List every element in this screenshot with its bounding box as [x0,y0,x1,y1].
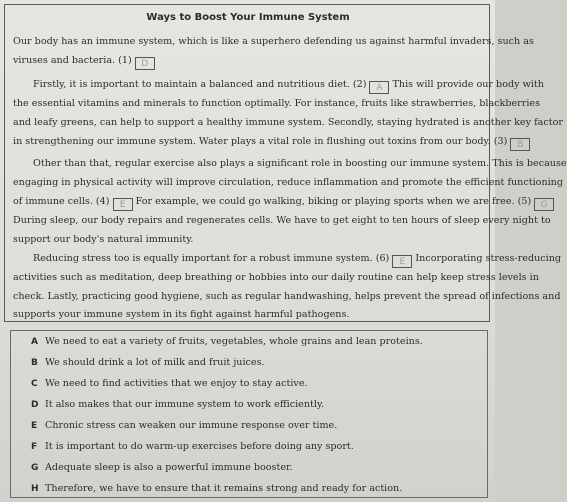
option-letter: C [31,379,38,389]
option-letter: A [31,337,38,347]
option-letter: B [31,358,38,368]
answer-blank-4[interactable]: E [113,198,133,211]
passage-line: and leafy greens, can help to support a healthy immune system. Secondly, staying hydrated is another key factor [13,117,563,128]
passage-line: supports your immune system in its fight against harmful pathogens. [13,309,350,320]
passage-line [13,55,482,70]
option-text: It also makes that our immune system to work efficiently. [45,399,325,410]
passage-line [13,196,548,211]
passage-title: Ways to Boost Your Immune System [146,12,350,23]
option-letter: E [31,421,38,431]
answer-blank-1[interactable]: D [135,57,155,70]
option-item[interactable] [31,420,337,431]
option-text: Chronic stress can weaken our immune response over time. [45,420,338,431]
passage-line: During sleep, our body repairs and regenerates cells. We have to get eight to ten hours of sleep every night to [13,215,551,226]
passage-text: of immune cells. (4) [13,196,110,207]
option-letter: F [31,442,38,452]
answer-blank-5[interactable]: G [534,198,554,211]
answer-blank-2[interactable]: A [369,81,389,94]
passage-text: viruses and bacteria. (1) [13,55,132,66]
passage-line [13,136,524,151]
options-box [10,330,488,498]
passage-box [4,4,567,322]
option-text: Adequate sleep is also a powerful immune booster. [45,462,293,473]
passage-line: activities such as meditation, deep breathing or hobbies into our daily routine can help keep stress levels in [13,272,539,283]
passage-text: in strengthening our immune system. Water plays a vital role in flushing out toxins from our body. (3) [13,136,508,147]
passage-line [33,79,544,94]
passage-text: Incorporating stress-reducing [415,253,562,264]
passage-line: support our body's natural immunity. [13,234,194,245]
option-item[interactable] [31,357,265,368]
passage-line: the essential vitamins and minerals to function optimally. For instance, fruits like strawberries, blackberries [13,98,541,109]
option-text: We need to find activities that we enjoy to stay active. [45,378,308,389]
option-item[interactable] [31,336,423,347]
passage-line: engaging in physical activity will improve circulation, reduce inflammation and promote the efficient functioning [13,177,564,188]
passage-text: Firstly, it is important to maintain a balanced and nutritious diet. (2) [33,79,367,90]
option-text: Therefore, we have to ensure that it remains strong and ready for action. [45,483,403,494]
option-text: We need to eat a variety of fruits, vegetables, whole grains and lean proteins. [45,336,423,347]
option-text: It is important to do warm-up exercises before doing any sport. [45,441,354,452]
option-item[interactable] [31,399,324,410]
answer-blank-6[interactable]: E [392,255,412,268]
passage-line: Our body has an immune system, which is like a superhero defending us against harmful invaders, such as [13,36,534,47]
passage-text: Reducing stress too is equally important for a robust immune system. (6) [33,253,390,264]
option-item[interactable] [31,441,354,452]
passage-text: For example, we could go walking, biking or playing sports when we are free. (5) [135,196,532,207]
passage-line: check. Lastly, practicing good hygiene, such as regular handwashing, helps prevent the spread of infections and [13,291,561,302]
option-letter: D [31,400,39,410]
option-item[interactable] [31,483,402,494]
option-item[interactable] [31,378,308,389]
answer-blank-3[interactable]: B [510,138,530,151]
passage-text: This will provide our body with [392,79,544,90]
passage-line [33,253,562,268]
option-text: We should drink a lot of milk and fruit juices. [45,357,265,368]
option-item[interactable] [31,462,293,473]
passage-line: Other than that, regular exercise also plays a significant role in boosting our immune system. This is because [33,158,567,169]
option-letter: H [31,484,39,494]
option-letter: G [31,463,39,473]
